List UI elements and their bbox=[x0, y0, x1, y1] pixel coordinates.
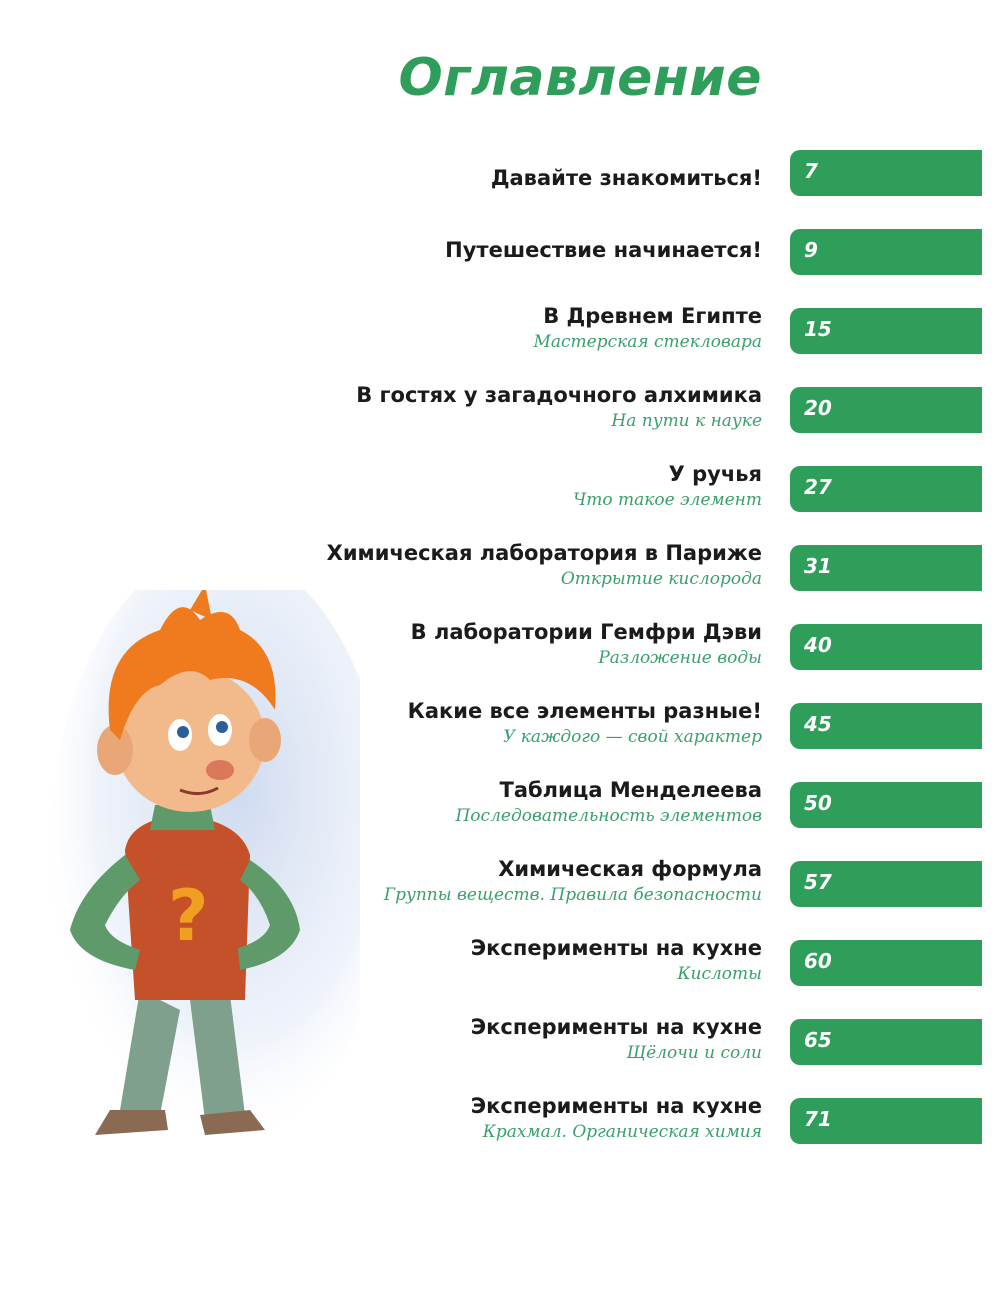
toc-entry[interactable] bbox=[0, 460, 1000, 516]
toc-entry[interactable] bbox=[0, 150, 1000, 206]
entry-title: В лаборатории Гемфри Дэви bbox=[410, 620, 762, 644]
page-number: 9 bbox=[804, 238, 818, 262]
page-number: 50 bbox=[804, 791, 832, 815]
page-number: 15 bbox=[804, 317, 832, 341]
page-number-tab bbox=[790, 308, 982, 354]
entry-subtitle: Кислоты bbox=[677, 964, 762, 984]
entry-subtitle: Последовательность элементов bbox=[455, 806, 762, 826]
page-number: 65 bbox=[804, 1028, 832, 1052]
toc-entry[interactable] bbox=[0, 229, 1000, 285]
entry-title: Давайте знакомиться! bbox=[490, 166, 762, 190]
entry-title: Эксперименты на кухне bbox=[470, 936, 762, 960]
page-number-tab bbox=[790, 1019, 982, 1065]
page-number-tab bbox=[790, 782, 982, 828]
entry-subtitle: Разложение воды bbox=[598, 648, 762, 668]
entry-subtitle: Щёлочи и соли bbox=[626, 1043, 762, 1063]
toc-entry[interactable] bbox=[0, 381, 1000, 437]
page-number-tab bbox=[790, 703, 982, 749]
entry-subtitle: У каждого — свой характер bbox=[503, 727, 762, 747]
entry-subtitle: Крахмал. Органическая химия bbox=[482, 1122, 762, 1142]
toc-entry[interactable] bbox=[0, 1013, 1000, 1069]
toc-entry[interactable] bbox=[0, 539, 1000, 595]
entry-title: В гостях у загадочного алхимика bbox=[356, 383, 762, 407]
page-number: 60 bbox=[804, 949, 832, 973]
entry-title: Эксперименты на кухне bbox=[470, 1015, 762, 1039]
page-number: 71 bbox=[804, 1107, 832, 1131]
entry-title: У ручья bbox=[668, 462, 762, 486]
page-number-tab bbox=[790, 466, 982, 512]
toc-entry[interactable] bbox=[0, 776, 1000, 832]
page-number: 7 bbox=[804, 159, 818, 183]
toc-entry[interactable] bbox=[0, 934, 1000, 990]
entry-title: Химическая формула bbox=[498, 857, 762, 881]
page-number: 40 bbox=[804, 633, 832, 657]
page-number-tab bbox=[790, 387, 982, 433]
page-number: 45 bbox=[804, 712, 832, 736]
toc-entry[interactable] bbox=[0, 1092, 1000, 1148]
page-number-tab bbox=[790, 940, 982, 986]
toc-entry[interactable] bbox=[0, 855, 1000, 911]
entry-subtitle: Что такое элемент bbox=[573, 490, 762, 510]
page-number: 27 bbox=[804, 475, 832, 499]
entry-subtitle: Группы веществ. Правила безопасности bbox=[383, 885, 762, 905]
toc-entry[interactable] bbox=[0, 697, 1000, 753]
shirt-question-mark: ? bbox=[168, 875, 209, 957]
entry-title: Таблица Менделеева bbox=[499, 778, 762, 802]
page-number-tab bbox=[790, 624, 982, 670]
entry-title: В Древнем Египте bbox=[543, 304, 762, 328]
toc-entry[interactable] bbox=[0, 618, 1000, 674]
entry-subtitle: Мастерская стекловара bbox=[533, 332, 762, 352]
entry-subtitle: На пути к науке bbox=[611, 411, 762, 431]
page-number-tab bbox=[790, 229, 982, 275]
toc-entry[interactable] bbox=[0, 302, 1000, 358]
entry-subtitle: Открытие кислорода bbox=[560, 569, 762, 589]
entry-title: Какие все элементы разные! bbox=[407, 699, 762, 723]
page-number: 20 bbox=[804, 396, 832, 420]
page-number: 31 bbox=[804, 554, 832, 578]
page-number-tab bbox=[790, 861, 982, 907]
entry-title: Химическая лаборатория в Париже bbox=[326, 541, 762, 565]
page-number-tab bbox=[790, 545, 982, 591]
entry-title: Эксперименты на кухне bbox=[470, 1094, 762, 1118]
page-title: Оглавление bbox=[398, 48, 762, 108]
page-number: 57 bbox=[804, 870, 832, 894]
page-number-tab bbox=[790, 1098, 982, 1144]
page-number-tab bbox=[790, 150, 982, 196]
entry-title: Путешествие начинается! bbox=[445, 238, 762, 262]
